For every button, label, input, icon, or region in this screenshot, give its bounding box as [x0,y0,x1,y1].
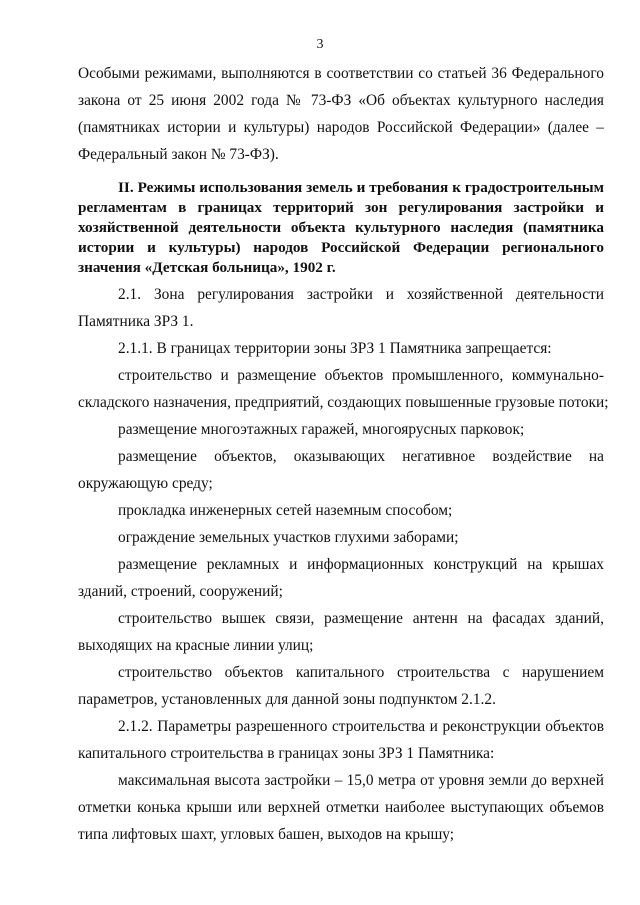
heading-line: II. Режимы использования земель и требования к градостроительным [118,179,604,196]
page-number: 3 [316,37,324,52]
section-heading [78,178,604,278]
heading-line: значения «Детская больница», 1902 г. [78,259,336,276]
text-line: окружающую среду; [78,475,213,492]
text-line: размещение многоэтажных гаражей, многоярусных парковок; [118,421,525,438]
text-line: 2.1. Зона регулирования застройки и хозяйственной деятельности [118,286,604,303]
text-line: максимальная высота застройки – 15,0 метра от уровня земли до верхней [118,772,604,789]
text-line: Памятника ЗРЗ 1. [78,313,194,330]
heading-line: истории и культуры) народов Российской Федерации регионального [78,239,604,256]
text-line: зданий, строений, сооружений; [78,583,283,600]
text-line: параметров, установленных для данной зоны подпунктом 2.1.2. [78,691,496,708]
text-line: строительство объектов капитального строительства с нарушением [118,664,604,681]
text-line: складского назначения, предприятий, создающих повышенные грузовые потоки; [78,394,609,411]
text-line: (памятниках истории и культуры) народов Российской Федерации» (далее – [78,119,604,136]
text-line: закона от 25 июня 2002 года № 73-ФЗ «Об объектах культурного наследия [78,92,604,109]
text-line: отметки конька крыши или верхней отметки наиболее выступающих объемов [78,799,604,816]
text-line: строительство и размещение объектов промышленного, коммунально- [118,367,604,384]
text-line: размещение рекламных и информационных конструкций на крышах [118,556,604,573]
text-line: 2.1.1. В границах территории зоны ЗРЗ 1 Памятника запрещается: [118,340,552,357]
text-line: типа лифтовых шахт, угловых башен, выходов на крышу; [78,826,455,843]
text-line: 2.1.2. Параметры разрешенного строительства и реконструкции объектов [118,718,604,735]
main-text [78,281,609,848]
heading-line: хозяйственной деятельности объекта культурного наследия (памятника [78,219,604,236]
text-line: Особыми режимами, выполняются в соответствии со статьей 36 Федерального [78,65,604,82]
text-line: ограждение земельных участков глухими заборами; [118,529,459,546]
text-line: выходящих на красные линии улиц; [78,637,314,654]
intro-paragraph [78,60,604,168]
text-line: прокладка инженерных сетей наземным способом; [118,502,453,519]
heading-line: регламентам в границах территорий зон регулирования застройки и [78,199,604,216]
text-line: Федеральный закон № 73-ФЗ). [78,146,279,163]
text-line: капитального строительства в границах зоны ЗРЗ 1 Памятника: [78,745,495,762]
text-line: размещение объектов, оказывающих негативное воздействие на [118,448,604,465]
text-line: строительство вышек связи, размещение антенн на фасадах зданий, [118,610,604,627]
